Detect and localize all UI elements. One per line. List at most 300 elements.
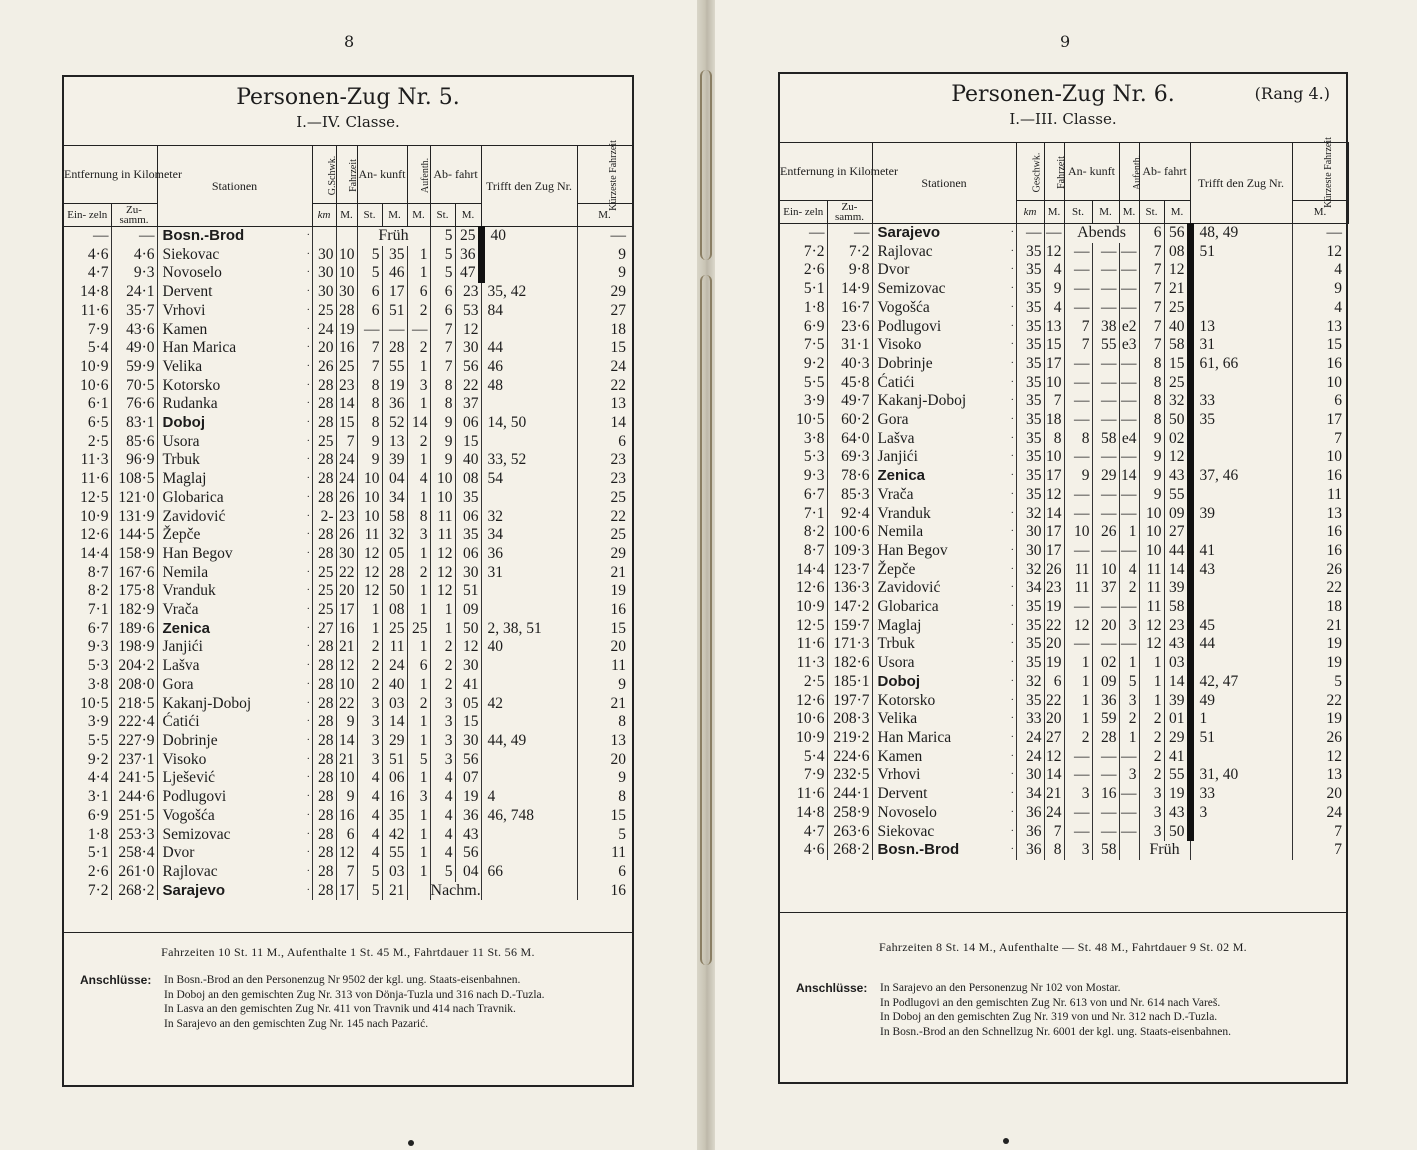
ankunft-minute: 58	[1092, 841, 1119, 860]
ankunft-stunde: —	[1064, 392, 1092, 411]
station-leader-dot: ·	[1009, 411, 1016, 430]
abfahrt-stunde: 10	[1139, 523, 1164, 542]
connecting-trains: 45	[1190, 617, 1292, 636]
fahrzeit: 16	[336, 339, 357, 358]
abfahrt-minute: 30	[455, 339, 481, 358]
aufenthalt: 2	[407, 302, 430, 321]
abfahrt-minute: 36	[455, 807, 481, 826]
station-row	[780, 598, 1348, 617]
connecting-trains: 66	[481, 863, 577, 882]
fahrzeit: 26	[1044, 561, 1064, 580]
station-row	[780, 710, 1348, 729]
distance-zusammen: 136·3	[827, 579, 872, 598]
ankunft-minute: 26	[1092, 523, 1119, 542]
abfahrt-minute: 36	[455, 246, 481, 265]
abfahrt-minute: 15	[455, 433, 481, 452]
station-leader-dot: ·	[305, 769, 312, 788]
header-zusammen: Zu- samm.	[827, 201, 872, 224]
abfahrt-stunde: 3	[1139, 785, 1164, 804]
timetable-rows	[64, 227, 632, 901]
ankunft-stunde: 12	[357, 582, 382, 601]
ankunft-minute: 35	[382, 807, 407, 826]
geschwindigkeit: 32	[1016, 561, 1044, 580]
station-leader-dot: ·	[305, 321, 312, 340]
distance-zusammen: 31·1	[827, 336, 872, 355]
fahrzeit: 26	[336, 489, 357, 508]
kuerzeste-fahrzeit: 9	[618, 264, 627, 282]
connecting-trains	[481, 582, 577, 601]
kuerzeste-fahrzeit: 19	[1326, 654, 1343, 672]
ankunft-stunde: 1	[1064, 654, 1092, 673]
distance-zusammen: 78·6	[827, 467, 872, 486]
aufenthalt: 1	[407, 638, 430, 657]
station-name: Kakanj-Doboj	[877, 392, 967, 410]
abfahrt-stunde: 11	[1139, 579, 1164, 598]
station-leader-dot: ·	[1009, 430, 1016, 449]
abfahrt-minute: 12	[1164, 261, 1190, 280]
distance-einzeln: 8·2	[64, 582, 111, 601]
station-leader-dot: ·	[1009, 823, 1016, 842]
ankunft-minute: 24	[382, 657, 407, 676]
abfahrt-minute: 56	[455, 751, 481, 770]
abfahrt-minute: 30	[455, 564, 481, 583]
distance-zusammen: 197·7	[827, 692, 872, 711]
distance-einzeln: 12·6	[780, 692, 827, 711]
fahrzeit: 20	[336, 582, 357, 601]
station-row	[64, 601, 632, 620]
kuerzeste-fahrzeit: 12	[1326, 242, 1343, 260]
fahrzeit: 30	[336, 283, 357, 302]
ankunft-stunde: 1	[1064, 692, 1092, 711]
geschwindigkeit: 33	[1016, 710, 1044, 729]
distance-einzeln: 2·6	[780, 261, 827, 280]
ankunft-minute: 16	[382, 788, 407, 807]
fahrzeit: 14	[1044, 505, 1064, 524]
connecting-trains	[481, 826, 577, 845]
station-row	[780, 804, 1348, 823]
geschwindigkeit: 35	[1016, 486, 1044, 505]
ankunft-stunde: 3	[1064, 841, 1092, 860]
ankunft-minute: 14	[382, 713, 407, 732]
ankunft-stunde: 9	[357, 451, 382, 470]
abfahrt-stunde: 9	[430, 433, 455, 452]
connecting-trains	[481, 433, 577, 452]
station-leader-dot: ·	[305, 377, 312, 396]
abfahrt-stunde: 11	[430, 526, 455, 545]
station-row	[780, 505, 1348, 524]
abfahrt-stunde: 5	[430, 264, 455, 283]
ankunft-minute: —	[1092, 766, 1119, 785]
ankunft-stunde: 6	[357, 283, 382, 302]
station-leader-dot: ·	[1009, 505, 1016, 524]
distance-zusammen: 219·2	[827, 729, 872, 748]
geschwindigkeit: 28	[312, 826, 336, 845]
ankunft-stunde: —	[1064, 280, 1092, 299]
connecting-trains: 35, 42	[481, 283, 577, 302]
station-row	[780, 280, 1348, 299]
kuerzeste-fahrzeit: 20	[1326, 785, 1343, 803]
header-m: M.	[1092, 201, 1119, 224]
header-fahrzeit: Fahrzeit	[1055, 155, 1067, 189]
abfahrt-minute: 08	[1164, 243, 1190, 262]
distance-zusammen: 24·1	[111, 283, 157, 302]
station-row	[64, 339, 632, 358]
fahrzeit: 27	[1044, 729, 1064, 748]
station-name: Sarajevo	[162, 881, 226, 899]
distance-zusammen: 171·3	[827, 635, 872, 654]
station-row	[64, 395, 632, 414]
aufenthalt: 1	[407, 358, 430, 377]
abfahrt-minute: 05	[455, 695, 481, 714]
connecting-trains: 39	[1190, 505, 1292, 524]
distance-einzeln: 9·3	[780, 467, 827, 486]
station-row	[780, 336, 1348, 355]
aufenthalt: 1	[407, 826, 430, 845]
distance-einzeln: 10·6	[780, 710, 827, 729]
station-name: Nemila	[162, 563, 209, 581]
abfahrt-stunde: 7	[1139, 336, 1164, 355]
ankunft-stunde: —	[1064, 635, 1092, 654]
aufenthalt: 1	[407, 489, 430, 508]
geschwindigkeit: 36	[1016, 841, 1044, 860]
station-leader-dot: ·	[305, 470, 312, 489]
ankunft-stunde: 2	[1064, 729, 1092, 748]
header-st: St.	[1139, 201, 1164, 224]
station-row	[780, 617, 1348, 636]
station-row	[64, 433, 632, 452]
fahrzeit: 10	[1044, 448, 1064, 467]
aufenthalt: 1	[407, 601, 430, 620]
header-fahrzeit: Fahrzeit	[347, 158, 359, 192]
abfahrt-minute: 14	[1164, 673, 1190, 692]
station-leader-dot: ·	[305, 788, 312, 807]
ankunft-stunde: 3	[1064, 785, 1092, 804]
timetable-title-text: Personen-Zug Nr. 6.	[951, 82, 1175, 107]
ankunft-minute: 34	[382, 489, 407, 508]
distance-einzeln: 1·8	[780, 299, 827, 318]
distance-einzeln: 10·9	[780, 598, 827, 617]
anschluss-line: In Bosn.-Brod an den Personenzug Nr 9502 der kgl. ung. Staats-eisenbahnen.	[164, 974, 521, 986]
geschwindigkeit: 30	[1016, 523, 1044, 542]
aufenthalt: —	[1119, 505, 1139, 524]
kuerzeste-fahrzeit: 26	[1326, 560, 1343, 578]
station-name: Vrača	[162, 601, 199, 619]
aufenthalt: 1	[1119, 729, 1139, 748]
ankunft-minute: —	[1092, 299, 1119, 318]
station-name: Dvor	[877, 261, 910, 279]
connecting-trains	[1190, 261, 1292, 280]
abfahrt-minute: 51	[455, 582, 481, 601]
fahrzeit: 10	[336, 676, 357, 695]
fahrzeit: 17	[336, 601, 357, 620]
geschwindigkeit: 28	[312, 489, 336, 508]
aufenthalt: 1	[407, 246, 430, 265]
geschwindigkeit: 36	[1016, 823, 1044, 842]
abfahrt-minute: 12	[1164, 448, 1190, 467]
distance-zusammen: 159·7	[827, 617, 872, 636]
abfahrt-stunde: 3	[1139, 823, 1164, 842]
aufenthalt: 1	[1119, 523, 1139, 542]
station-name: Dobrinje	[162, 731, 218, 749]
fahrzeit: 21	[336, 638, 357, 657]
connecting-trains: 31, 40	[1190, 766, 1292, 785]
fahrzeit: 12	[1044, 748, 1064, 767]
distance-zusammen: 263·6	[827, 823, 872, 842]
fahrzeit: 12	[1044, 486, 1064, 505]
distance-zusammen: 76·6	[111, 395, 157, 414]
station-leader-dot: ·	[305, 620, 312, 639]
connecting-trains: 42, 47	[1190, 673, 1292, 692]
header-m: M.	[1044, 201, 1064, 224]
fahrzeit: 21	[336, 751, 357, 770]
distance-zusammen: 121·0	[111, 489, 157, 508]
abfahrt-stunde: 3	[430, 732, 455, 751]
station-leader-dot: ·	[305, 657, 312, 676]
kuerzeste-fahrzeit: 21	[610, 694, 627, 712]
connecting-trains: 13	[1190, 318, 1292, 337]
aufenthalt: —	[1119, 448, 1139, 467]
distance-einzeln: 14·4	[780, 561, 827, 580]
kuerzeste-fahrzeit: 15	[610, 339, 627, 357]
ankunft-minute: 13	[382, 433, 407, 452]
geschwindigkeit: 35	[1016, 635, 1044, 654]
geschwindigkeit: 35	[1016, 654, 1044, 673]
distance-einzeln: 8·7	[64, 564, 111, 583]
station-row	[64, 414, 632, 433]
station-leader-dot: ·	[305, 246, 312, 265]
distance-einzeln: 6·1	[64, 395, 111, 414]
fahrzeit: 17	[1044, 542, 1064, 561]
station-leader-dot: ·	[1009, 579, 1016, 598]
abfahrt-stunde: 2	[430, 657, 455, 676]
kuerzeste-fahrzeit: 27	[610, 301, 627, 319]
ankunft-minute: 37	[1092, 579, 1119, 598]
distance-einzeln: 7·1	[64, 601, 111, 620]
distance-einzeln: 14·8	[64, 283, 111, 302]
ankunft-stunde: —	[1064, 261, 1092, 280]
aufenthalt: e2	[1119, 318, 1139, 337]
abfahrt-stunde: 12	[430, 545, 455, 564]
fahrzeit	[336, 227, 357, 246]
abfahrt-stunde: 4	[430, 844, 455, 863]
connecting-trains: 41	[1190, 542, 1292, 561]
distance-zusammen: 7·2	[827, 243, 872, 262]
station-name: Vogošća	[162, 806, 215, 824]
abfahrt-minute: 39	[1164, 692, 1190, 711]
ankunft-stunde: —	[357, 321, 382, 340]
ankunft-minute: 28	[382, 339, 407, 358]
station-leader-dot: ·	[1009, 561, 1016, 580]
station-name: Visoko	[162, 750, 207, 768]
kuerzeste-fahrzeit: 8	[618, 788, 627, 806]
ankunft-minute: —	[1092, 448, 1119, 467]
connecting-trains	[481, 882, 577, 901]
aufenthalt: —	[1119, 804, 1139, 823]
station-row	[64, 844, 632, 863]
kuerzeste-fahrzeit: 20	[610, 750, 627, 768]
distance-zusammen: 100·6	[827, 523, 872, 542]
geschwindigkeit: 28	[312, 713, 336, 732]
ankunft-minute: —	[1092, 280, 1119, 299]
distance-einzeln: 12·6	[780, 579, 827, 598]
abfahrt-stunde: 5	[430, 863, 455, 882]
anschluss-line: In Sarajevo an den Personenzug Nr 102 von Mostar.	[880, 982, 1121, 994]
header-st: St.	[1064, 201, 1092, 224]
aufenthalt: 1	[407, 844, 430, 863]
kuerzeste-fahrzeit: —	[1326, 224, 1343, 241]
station-name: Bosn.-Brod	[877, 841, 960, 859]
abfahrt-minute: 40	[455, 451, 481, 470]
connecting-trains	[481, 489, 577, 508]
connecting-trains: 48, 49	[1190, 224, 1292, 243]
ankunft-minute: 29	[382, 732, 407, 751]
geschwindigkeit: 28	[312, 638, 336, 657]
station-row	[780, 635, 1348, 654]
header-ankunft: An- kunft	[1064, 142, 1119, 201]
distance-zusammen: 70·5	[111, 377, 157, 396]
ankunft-minute: 16	[1092, 785, 1119, 804]
connecting-trains	[481, 713, 577, 732]
fahrzeit: 23	[336, 508, 357, 527]
station-name: Usora	[162, 432, 200, 450]
distance-einzeln: 3·9	[64, 713, 111, 732]
station-row	[780, 673, 1348, 692]
connecting-trains	[1190, 486, 1292, 505]
distance-zusammen: 208·3	[827, 710, 872, 729]
station-leader-dot: ·	[305, 395, 312, 414]
header-st: St.	[357, 204, 382, 227]
distance-zusammen: 9·3	[111, 264, 157, 283]
distance-einzeln: 5·3	[780, 448, 827, 467]
ankunft-minute: 03	[382, 695, 407, 714]
distance-einzeln: 4·6	[780, 841, 827, 860]
ankunft-minute: 03	[382, 863, 407, 882]
aufenthalt: 3	[1119, 766, 1139, 785]
abfahrt-stunde: 8	[1139, 374, 1164, 393]
abfahrt-stunde: 9	[430, 451, 455, 470]
connecting-trains	[1190, 823, 1292, 842]
abfahrt-minute: 09	[455, 601, 481, 620]
geschwindigkeit: 35	[1016, 392, 1044, 411]
ankunft-stunde: —	[1064, 374, 1092, 393]
connecting-trains: 3	[1190, 804, 1292, 823]
print-speck	[408, 1140, 414, 1146]
geschwindigkeit: 28	[312, 395, 336, 414]
fahrzeit: 28	[336, 302, 357, 321]
ankunft-minute: 09	[1092, 673, 1119, 692]
distance-einzeln: 5·5	[64, 732, 111, 751]
aufenthalt: 1	[407, 264, 430, 283]
abfahrt-minute: 32	[1164, 392, 1190, 411]
aufenthalt: 3	[1119, 617, 1139, 636]
summary-line: Fahrzeiten 8 St. 14 M., Aufenthalte — St. 48 M., Fahrtdauer 9 St. 02 M.	[879, 940, 1247, 954]
station-row	[780, 748, 1348, 767]
distance-einzeln: 3·8	[64, 676, 111, 695]
ankunft-stunde: 4	[357, 844, 382, 863]
geschwindigkeit: 34	[1016, 579, 1044, 598]
kuerzeste-fahrzeit: 19	[1326, 710, 1343, 728]
aufenthalt: e4	[1119, 430, 1139, 449]
station-row	[780, 243, 1348, 262]
geschwindigkeit: 25	[312, 302, 336, 321]
station-name: Vranduk	[162, 582, 216, 600]
abfahrt-stunde: 1	[1139, 692, 1164, 711]
station-row	[64, 751, 632, 770]
station-leader-dot: ·	[1009, 243, 1016, 262]
ankunft-minute: 25	[382, 620, 407, 639]
distance-einzeln: —	[780, 224, 827, 243]
abfahrt-stunde: 2	[1139, 766, 1164, 785]
anschluss-line: In Sarajevo an den gemischten Zug Nr. 145 nach Pazarić.	[164, 1017, 429, 1030]
ankunft-stunde: 8	[1064, 430, 1092, 449]
connecting-trains: 31	[1190, 336, 1292, 355]
station-name: Vogošća	[877, 298, 930, 316]
station-name: Doboj	[877, 672, 920, 690]
distance-einzeln: 1·8	[64, 826, 111, 845]
abfahrt-stunde: 8	[1139, 355, 1164, 374]
station-name: Dervent	[877, 785, 928, 803]
abfahrt-stunde: 3	[430, 751, 455, 770]
kuerzeste-fahrzeit: 11	[1327, 485, 1343, 503]
kuerzeste-fahrzeit: 15	[610, 806, 627, 824]
fahrzeit: 17	[1044, 467, 1064, 486]
fahrzeit: 6	[336, 826, 357, 845]
aufenthalt: 1	[407, 451, 430, 470]
distance-zusammen: 218·5	[111, 695, 157, 714]
abfahrt-minute: 53	[455, 302, 481, 321]
ankunft-stunde: 7	[1064, 336, 1092, 355]
geschwindigkeit: 28	[312, 414, 336, 433]
connecting-trains: 33	[1190, 392, 1292, 411]
station-leader-dot: ·	[305, 489, 312, 508]
connecting-trains: 37, 46	[1190, 467, 1292, 486]
station-name: Han Marica	[877, 728, 952, 746]
geschwindigkeit: 28	[312, 451, 336, 470]
ankunft-minute: 32	[382, 526, 407, 545]
distance-einzeln: 5·1	[780, 280, 827, 299]
station-row	[64, 283, 632, 302]
station-row	[64, 657, 632, 676]
station-row	[64, 807, 632, 826]
geschwindigkeit: 28	[312, 788, 336, 807]
connecting-trains: 31	[481, 564, 577, 583]
station-leader-dot: ·	[1009, 766, 1016, 785]
station-leader-dot: ·	[305, 638, 312, 657]
station-row	[64, 769, 632, 788]
geschwindigkeit: 30	[1016, 766, 1044, 785]
abfahrt-minute: 25	[455, 227, 481, 246]
station-name: Usora	[877, 654, 915, 672]
timetable-title: Personen-Zug Nr. 5.	[236, 85, 460, 110]
ankunft-minute: 55	[382, 358, 407, 377]
ankunft-stunde: 1	[1064, 710, 1092, 729]
kuerzeste-fahrzeit: 13	[1326, 766, 1343, 784]
station-leader-dot: ·	[305, 863, 312, 882]
distance-einzeln: 14·4	[64, 545, 111, 564]
connecting-trains: 33, 52	[481, 451, 577, 470]
distance-zusammen: —	[111, 227, 157, 246]
fahrzeit: 17	[336, 882, 357, 901]
anschluesse-block	[796, 982, 1332, 1040]
connecting-trains	[1190, 374, 1292, 393]
fahrzeit: 9	[336, 788, 357, 807]
distance-zusammen: 227·9	[111, 732, 157, 751]
fahrzeit: 18	[1044, 411, 1064, 430]
connecting-trains	[1190, 841, 1292, 860]
abfahrt-stunde: 7	[430, 358, 455, 377]
distance-zusammen: 40·3	[827, 355, 872, 374]
abfahrt-stunde: 2	[430, 676, 455, 695]
